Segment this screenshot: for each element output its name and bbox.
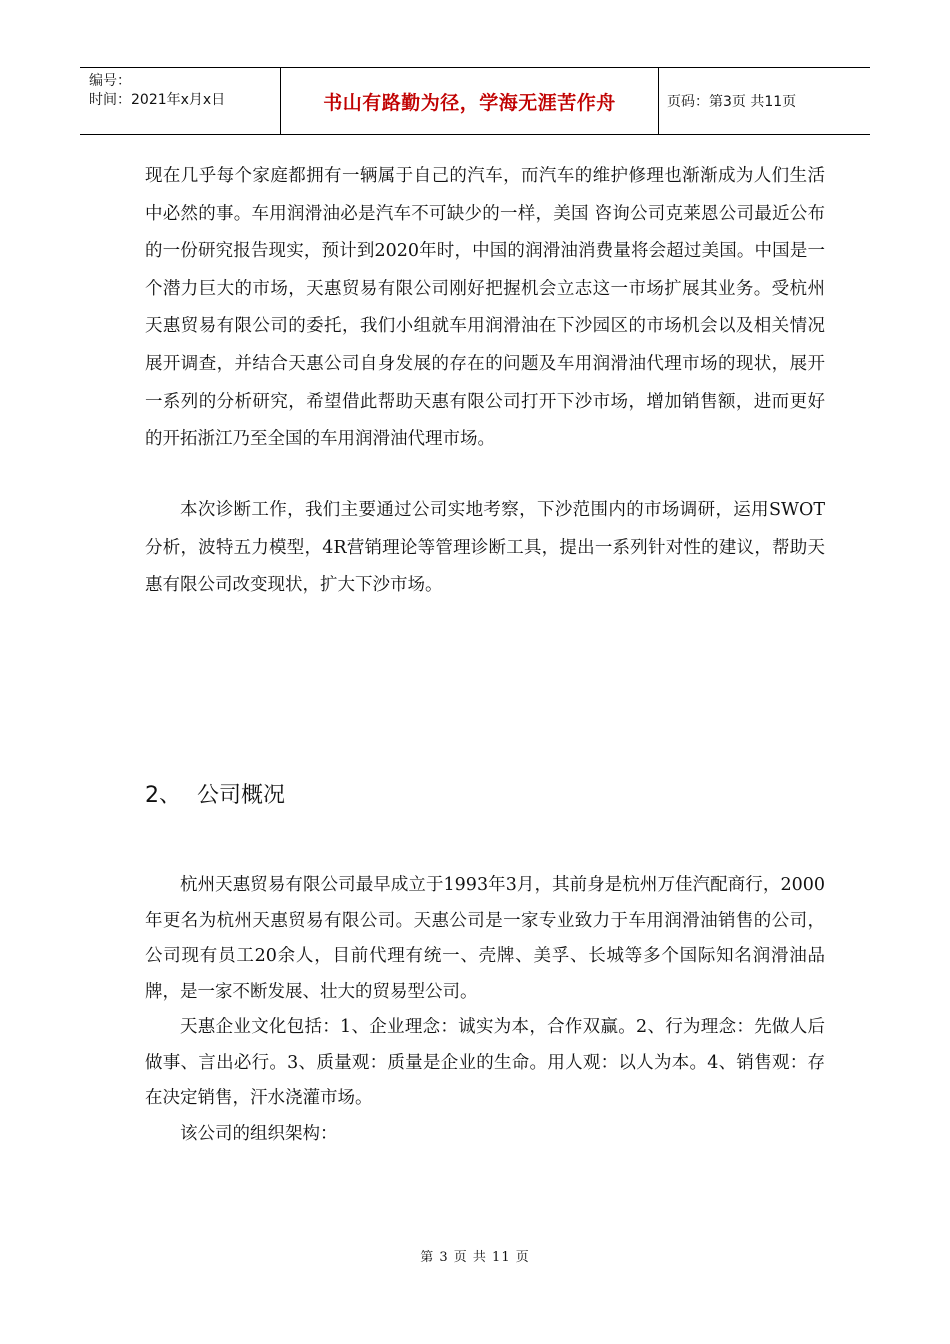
overview-paragraph-3: 该公司的组织架构： — [180, 1123, 338, 1144]
section-number: 2、 — [145, 783, 181, 808]
document-code-label: 编号： — [89, 73, 131, 89]
intro-paragraph-2: 本次诊断工作，我们主要通过公司实地考察，下沙范围内的市场调研，运用SWOT分析，波特五力模型，4R营销理论等管理诊断工具，提出一系列针对性的建议，帮助天惠有限公司改变现状，扩大下沙市场。 — [145, 500, 825, 596]
section-heading — [145, 778, 285, 809]
page-header — [80, 67, 870, 135]
company-overview-section — [145, 868, 825, 1152]
overview-paragraph-1: 杭州天惠贸易有限公司最早成立于1993年3月，其前身是杭州万佳汽配商行，2000年更名为杭州天惠贸易有限公司。天惠公司是一家专业致力于车用润滑油销售的公司，公司现有员工20余人，目前代理有统一、壳牌、美孚、长城等多个国际知名润滑油品牌，是一家不断发展、壮大的贸易型公司。 — [145, 875, 825, 1002]
intro-paragraph-1: 现在几乎每个家庭都拥有一辆属于自己的汽车，而汽车的维护修理也渐渐成为人们生活中必然的事。车用润滑油必是汽车不可缺少的一样，美国 咨询公司克莱恩公司最近公布的一份研究报告现实，预计到2020年时，中国的润滑油消费量将会超过美国。中国是一个潜力巨大的市场，天惠贸易有限公司刚好把握机会立志这一市场扩展其业务。受杭州天惠贸易有限公司的委托，我们小组就车用润滑油在下沙园区的市场机会以及相关情况展开调查，并结合天惠公司自身发展的存在的问题及车用润滑油代理市场的现状，展开一系列的分析研究，希望借此帮助天惠有限公司打开下沙市场，增加销售额，进而更好的开拓浙江乃至全国的车用润滑油代理市场。 — [145, 166, 825, 450]
section-title: 公司概况 — [197, 783, 286, 808]
document-date-label: 时间：2021年x月x日 — [89, 92, 226, 108]
header-page-number: 页码：第3页 共11页 — [667, 94, 797, 110]
header-motto: 书山有路勤为径，学海无涯苦作舟 — [281, 68, 659, 134]
header-meta-cell — [80, 68, 281, 134]
page-footer: 第 3 页 共 11 页 — [420, 1250, 530, 1265]
overview-paragraph-2: 天惠企业文化包括：1、企业理念：诚实为本，合作双赢。2、行为理念：先做人后做事、言出必行。3、质量观：质量是企业的生命。用人观：以人为本。4、销售观：存在决定销售，汗水浇灌市场。 — [145, 1017, 825, 1108]
